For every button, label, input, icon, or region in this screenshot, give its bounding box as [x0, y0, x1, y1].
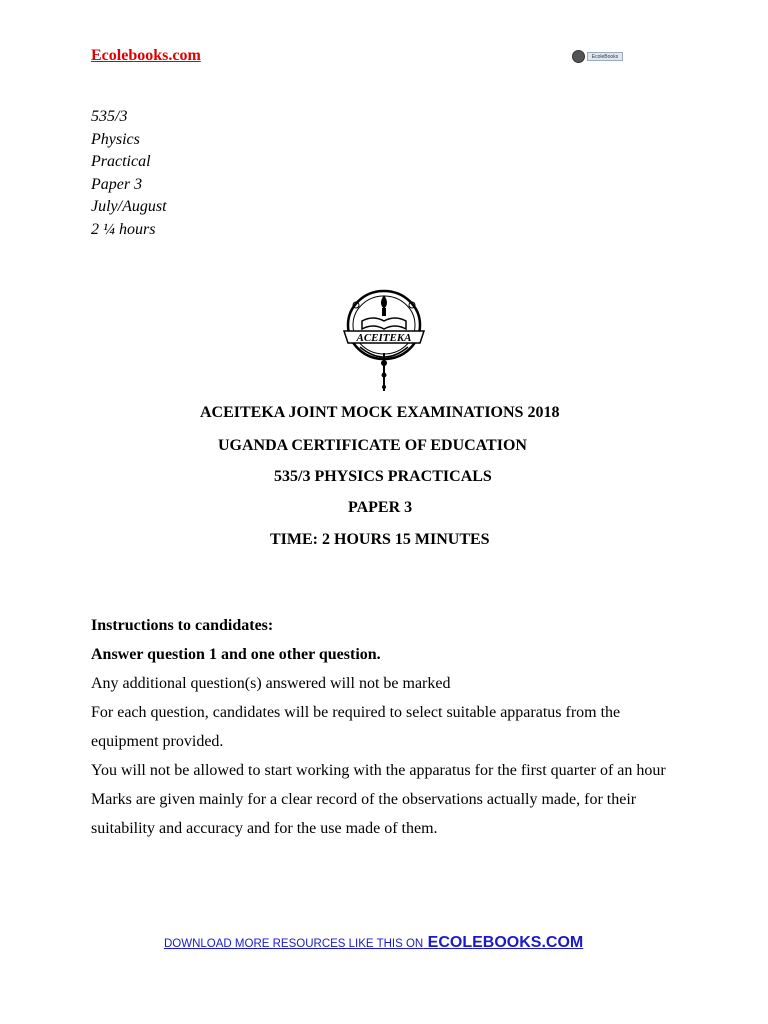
meta-paper: Paper 3 — [91, 175, 143, 193]
meta-code: 535/3 — [91, 108, 128, 125]
footer-brand: ECOLEBOOKS.COM — [427, 934, 584, 951]
instruction-line: You will not be allowed to start working with the apparatus for the first quarter of an hour — [91, 762, 666, 779]
instruction-line: Any additional question(s) answered will not be marked — [91, 675, 451, 692]
paper-number: PAPER 3 — [348, 499, 413, 516]
exam-time: TIME: 2 HOURS 15 MINUTES — [270, 531, 490, 548]
meta-subject: Physics — [91, 130, 140, 148]
ecolebooks-logo — [572, 48, 624, 64]
aceiteka-seal — [340, 285, 428, 395]
certificate-title: UGANDA CERTIFICATE OF EDUCATION — [218, 437, 527, 454]
instruction-line: For each question, candidates will be required to select suitable apparatus from the — [91, 704, 621, 721]
seal-text: ACEITEKA — [356, 332, 412, 344]
exam-title: ACEITEKA JOINT MOCK EXAMINATIONS 2018 — [200, 404, 560, 421]
logo-label: EcoleBooks — [587, 52, 623, 61]
paper-meta — [91, 106, 167, 242]
meta-duration: 2 ¼ hours — [91, 220, 156, 238]
download-resources-link[interactable] — [164, 934, 583, 952]
instructions-answer: Answer question 1 and one other question. — [91, 646, 381, 663]
instructions-heading: Instructions to candidates: — [91, 617, 274, 634]
instruction-line: Marks are given mainly for a clear record of the observations actually made, for their — [91, 791, 637, 808]
paper-title: 535/3 PHYSICS PRACTICALS — [274, 468, 492, 485]
meta-type: Practical — [91, 153, 151, 171]
instruction-line: equipment provided. — [91, 733, 224, 750]
instruction-line: suitability and accuracy and for the use made of them. — [91, 820, 438, 837]
meta-session: July/August — [91, 198, 167, 216]
globe-icon — [572, 50, 585, 63]
ecolebooks-link[interactable]: Ecolebooks.com — [91, 47, 201, 64]
footer-prefix: DOWNLOAD MORE RESOURCES LIKE THIS ON — [164, 938, 424, 950]
